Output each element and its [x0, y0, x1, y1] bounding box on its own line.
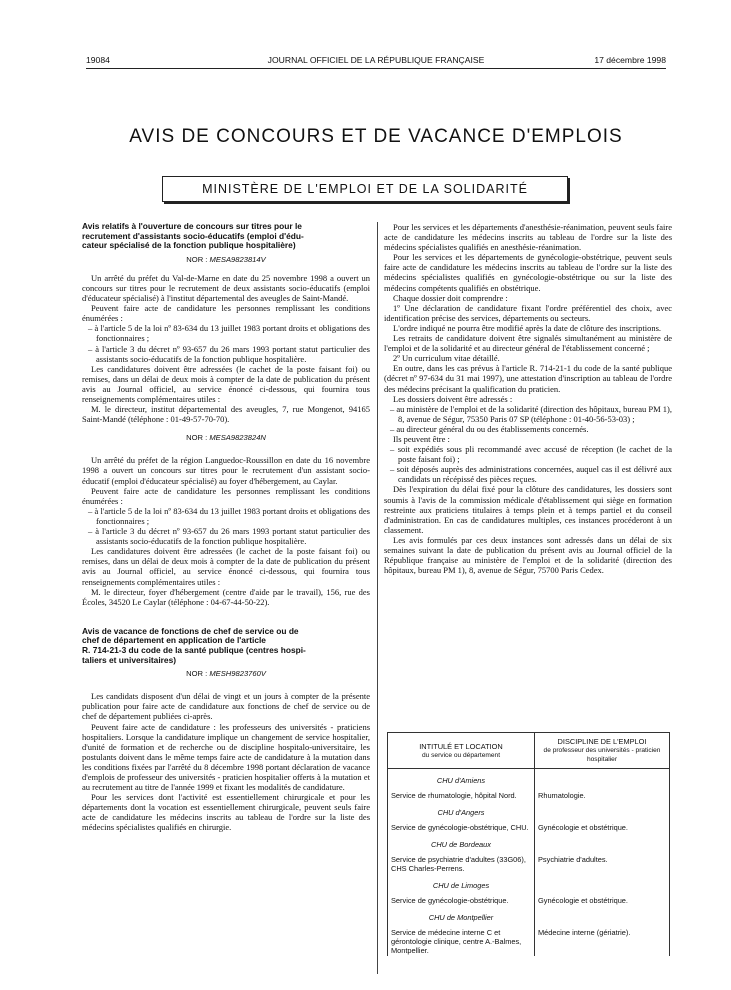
journal-name: JOURNAL OFFICIEL DE LA RÉPUBLIQUE FRANÇAISE — [267, 55, 485, 65]
list-item: – soit déposés auprès des administrations concernées, auquel cas il est délivré aux candidats un récépissé des pièces reçues. — [390, 464, 672, 485]
nor-reference: NOR : MESA9823814V — [186, 254, 266, 264]
paragraph: Les avis formulés par ces deux instances sont adressés dans un délai de six semaines suivant la date de publication du présent avis au Journal officiel de la République française au ministère de l'emploi et de la solidarité (direction des hôpitaux, bureau PM 1), 8, avenue de Ségur, 75700 Paris Cedex. — [384, 534, 672, 576]
paragraph: Les candidats disposent d'un délai de vingt et un jours à compter de la présente publication pour faire acte de candidature aux fonctions de chef de service ou de chef de département publiées ci-après. — [82, 691, 370, 722]
paragraph: Dès l'expiration du délai fixé pour la clôture des candidatures, les dossiers sont soumis à l'avis de la commission médicale d'établissement qui siège en formation restreinte aux praticiens titulaires à temps plein et à temps partiel et du conseil d'administration. En cas de candidatures multiples, ces instances procéderont à un classement. — [384, 484, 672, 535]
paragraph: En outre, dans les cas prévus à l'article R. 714-21-1 du code de la santé publique (décret nº 97-634 du 31 mai 1997), une attestation d'inscription au tableau de l'ordre des médecins précisant la qualification du praticien. — [384, 363, 672, 394]
paragraph: 2º Un curriculum vitae détaillé. — [393, 353, 500, 364]
table-city: CHU de Montpellier — [388, 906, 535, 927]
paragraph: Peuvent faire acte de candidature les personnes remplissant les conditions énumérées : — [82, 485, 370, 506]
paragraph: Les candidatures doivent être adressées (le cachet de la poste faisant foi) ou remises, dans un délai de deux mois à compter de la date de publication du présent avis au Journal officiel, au service énoncé ci-dessous, qui fournira tous renseignements complémentaires utiles : — [82, 363, 370, 404]
column-divider — [377, 222, 378, 974]
vacancy-table — [387, 732, 670, 956]
table-city: CHU d'Amiens — [388, 769, 535, 791]
paragraph: Les retraits de candidature doivent être signalés simultanément au ministère de l'emploi et de la solidarité et au directeur général de l'établissement concerné ; — [384, 333, 672, 354]
list-item: – à l'article 5 de la loi nº 83-634 du 13 juillet 1983 portant droits et obligations des fonctionnaires ; — [88, 323, 370, 344]
section-title-vacance: Avis de vacance de fonctions de chef de service ou de chef de département en application de l'article R. 714-21-3 du code de la santé publique (centres hospi- taliers et universitaires) — [82, 625, 306, 665]
right-column — [384, 222, 672, 575]
paragraph: L'ordre indiqué ne pourra être modifié après la date de clôture des inscriptions. — [393, 322, 662, 333]
list-item: – à l'article 3 du décret nº 93-657 du 26 mars 1993 portant statut particulier des assistants socio-éducatifs de la fonction publique hospitalière. — [88, 343, 370, 364]
table-row: Service de gynécologie-obstétrique, CHU. Gynécologie et obstétrique. — [388, 822, 670, 833]
paragraph: Les candidatures doivent être adressées (le cachet de la poste faisant foi) ou remises, dans un délai de deux mois à compter de la date de publication du présent avis au Journal officiel, au service énoncé ci-dessous, qui fournira tous renseignements complémentaires utiles : — [82, 546, 370, 587]
paragraph: Pour les services et les départements de gynécologie-obstétrique, peuvent seuls faire acte de candidature les médecins inscrits au tableau de l'ordre sur la liste des médecins spécialistes qualifiés en gynécologie-obstétrique ou sur la liste des médecins compétents qualifiés en obstétrique. — [384, 252, 672, 293]
table-header-discipline: DISCIPLINE DE L'EMPLOI de professeur des universités - praticien hospitalier — [535, 733, 670, 769]
paragraph: Peuvent faire acte de candidature les personnes remplissant les conditions énumérées : — [82, 303, 370, 324]
paragraph: Pour les services et les départements d'anesthésie-réanimation, peuvent seuls faire acte de candidature les médecins inscrits au tableau de l'ordre sur la liste des médecins spécialistes qualifiés en anesthésie-réanimation. — [384, 222, 672, 253]
paragraph: M. le directeur, institut départemental des aveugles, 7, rue Mongenot, 94165 Saint-Mandé (téléphone : 01-49-57-70-70). — [82, 404, 370, 425]
paragraph: Ils peuvent être : — [393, 433, 450, 444]
ministry-box: MINISTÈRE DE L'EMPLOI ET DE LA SOLIDARITÉ — [162, 176, 568, 202]
table-row: Service de médecine interne C et gérontologie clinique, centre A.-Balmes, Montpellier. Médecine interne (gériatrie). — [388, 927, 670, 956]
paragraph: Les dossiers doivent être adressés : — [393, 393, 513, 404]
page-title: AVIS DE CONCOURS ET DE VACANCE D'EMPLOIS — [129, 126, 623, 147]
section-title-concours: Avis relatifs à l'ouverture de concours sur titres pour le recrutement d'assistants socio-éducatifs (emploi d'édu- cateur spécialisé de la fonction publique hospitalière) — [82, 221, 304, 251]
header-rule — [86, 68, 666, 69]
table-header-location: INTITULÉ ET LOCATION du service ou département — [388, 733, 535, 769]
table-row: Service de rhumatologie, hôpital Nord. Rhumatologie. — [388, 790, 670, 801]
table-row: Service de gynécologie-obstétrique. Gynécologie et obstétrique. — [388, 895, 670, 906]
list-item: – à l'article 3 du décret nº 93-657 du 26 mars 1993 portant statut particulier des assistants socio-éducatifs de la fonction publique hospitalière. — [88, 526, 370, 547]
list-item: – au ministère de l'emploi et de la solidarité (direction des hôpitaux, bureau PM 1), 8, avenue de Ségur, 75350 Paris 07 SP (téléphone : 01-40-56-53-03) ; — [390, 403, 672, 424]
paragraph: Un arrêté du préfet de la région Languedoc-Roussillon en date du 16 novembre 1998 a ouvert un concours sur titres pour le recrutement d'un assistant socio-éducatif (emploi d'éducateur spécialisé) au foyer d'hébergement, au Caylar. — [82, 455, 370, 486]
paragraph: Pour les services dont l'activité est essentiellement chirurgicale et pour les départements dont la vocation est essentiellement chirurgicale, peuvent seuls faire acte de candidature les médecins inscrits au tableau de l'ordre sur la liste des médecins spécialistes qualifiés en chirurgie. — [82, 792, 370, 833]
table-city: CHU de Limoges — [388, 874, 535, 895]
table-city: CHU de Bordeaux — [388, 833, 535, 854]
table-row: Service de psychiatrie d'adultes (33G06), CHS Charles-Perrens. Psychiatrie d'adultes. — [388, 854, 670, 874]
page-number: 19084 — [86, 55, 110, 65]
list-item: – au directeur général du ou des établissements concernés. — [390, 423, 589, 434]
table-city: CHU d'Angers — [388, 801, 535, 822]
list-item: – soit expédiés sous pli recommandé avec accusé de réception (le cachet de la poste faisant foi) ; — [390, 444, 672, 465]
left-column — [82, 222, 370, 833]
paragraph: Chaque dossier doit comprendre : — [393, 292, 508, 303]
list-item: – à l'article 5 de la loi nº 83-634 du 13 juillet 1983 portant droits et obligations des fonctionnaires ; — [88, 505, 370, 526]
paragraph: Peuvent faire acte de candidature : les professeurs des universités - praticiens hospitaliers. Lorsque la candidature implique un changement de service hospitalier, d'unité de formation et de recherche ou de discipline hospitalo-universitaire, les postulants doivent dans le même temps faire acte de candidature à la mutation dans les conditions fixées par l'arrêté du 8 décembre 1998 portant déclaration de vacance d'emplois de professeur des universités - praticien hospitalier offerts à la mutation et au recrutement au titre de l'année 1999 et fixant les modalités de candidature. — [82, 721, 370, 793]
nor-reference: NOR : MESH9823760V — [186, 669, 266, 679]
paragraph: M. le directeur, foyer d'hébergement (centre d'aide par le travail), 156, rue des Écoles, 34520 Le Caylar (téléphone : 04-67-44-50-22). — [82, 586, 370, 607]
paragraph: 1º Une déclaration de candidature fixant l'ordre préférentiel des choix, avec identification précise des services, départements ou secteurs. — [384, 302, 672, 323]
issue-date: 17 décembre 1998 — [594, 55, 666, 65]
nor-reference: NOR : MESA9823824N — [186, 433, 266, 443]
paragraph: Un arrêté du préfet du Val-de-Marne en date du 25 novembre 1998 a ouvert un concours sur titres pour le recrutement de deux assistants socio-éducatifs (emploi d'éducateur spécialisé) à l'institut départemental des aveugles de Saint-Mandé. — [82, 272, 370, 304]
